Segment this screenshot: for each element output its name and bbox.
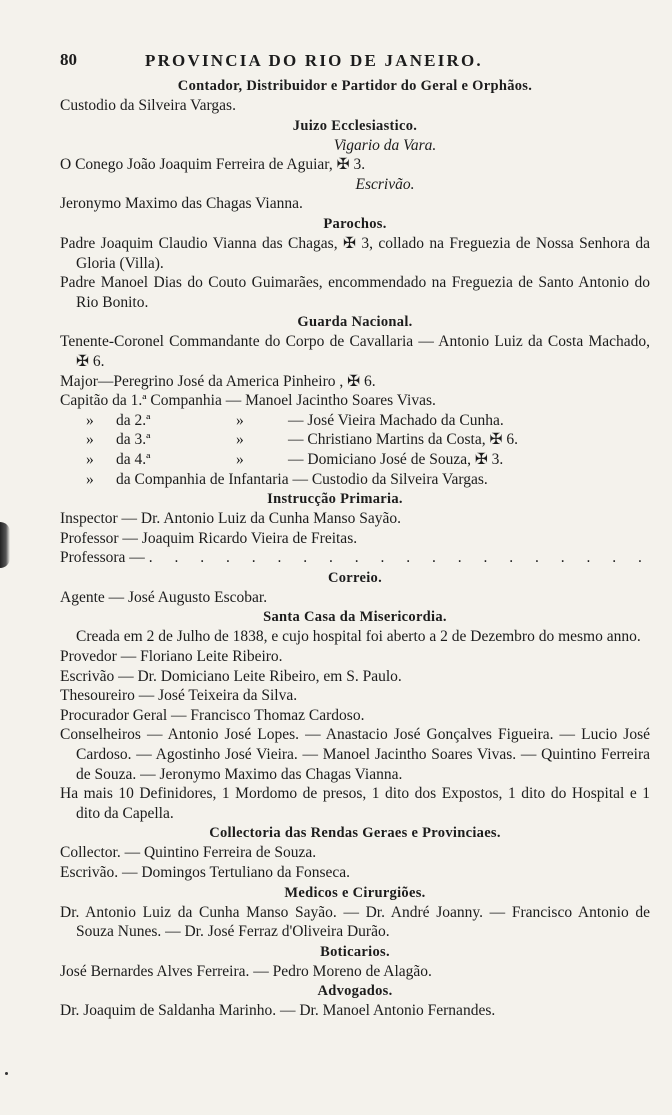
section-heading-advogados: Advogados. <box>317 983 393 1000</box>
professora-line <box>60 548 650 568</box>
vigario-line: O Conego João Joaquim Ferreira de Aguiar, ✠ 3. <box>60 156 366 174</box>
page-header <box>60 50 650 74</box>
company-label: da 2.ª <box>116 411 151 429</box>
definidores-paragraph: Ha mais 10 Definidores, 1 Mordomo de presos, 1 dito dos Expostos, 1 dito do Hospital e 1 dito da Capella. <box>60 785 650 822</box>
thesoureiro-line: Thesoureiro — José Teixeira da Silva. <box>60 687 298 705</box>
margin-binding-mark <box>0 522 10 568</box>
section-heading-contador: Contador, Distribuidor e Partidor do Geral e Orphãos. <box>177 78 533 94</box>
section-heading-boticarios: Boticarios. <box>320 943 390 960</box>
ditto-mark: » <box>86 450 94 468</box>
company-label: da 3.ª <box>116 431 151 449</box>
escrivao-line: Jeronymo Maximo das Chagas Vianna. <box>60 195 303 213</box>
conselheiros-paragraph: Conselheiros — Antonio José Lopes. — Anastacio José Gonçalves Figueira. — Lucio José Cardoso. — Agostinho José Vieira. — Manoel Jacintho Soares Vivas. — Quintino Ferreira de Souza. — Jeronymo Maximo das Chagas Vianna. <box>60 726 650 783</box>
ditto-mark: » <box>236 450 244 468</box>
company-captain: — Domiciano José de Souza, ✠ 3. <box>288 450 504 468</box>
contador-line: Custodio da Silveira Vargas. <box>60 97 236 114</box>
section-heading-guarda: Guarda Nacional. <box>297 314 413 331</box>
section-heading-santa-casa: Santa Casa da Misericordia. <box>263 609 447 626</box>
agente-line: Agente — José Augusto Escobar. <box>60 588 268 606</box>
section-heading-juizo: Juizo Ecclesiastico. <box>292 117 418 134</box>
guarda-company-row <box>60 411 650 431</box>
guarda-company-row <box>60 450 650 470</box>
guarda-capitao: Capitão da 1.ª Companhia — Manoel Jacintho Soares Vivas. <box>60 392 436 410</box>
provedor-line: Provedor — Floriano Leite Ribeiro. <box>60 648 283 666</box>
inspector-line: Inspector — Dr. Antonio Luiz da Cunha Manso Sayão. <box>60 510 401 528</box>
ditto-mark: » <box>86 411 94 429</box>
ditto-mark: » <box>236 431 244 449</box>
collectoria-escrivao-line: Escrivão. — Domingos Tertuliano da Fonseca. <box>60 864 351 881</box>
infantaria-line: da Companhia de Infantaria — Custodio da Silveira Vargas. <box>116 470 488 488</box>
parocho-entry: Padre Manoel Dias do Couto Guimarães, encommendado na Freguezia de Santo Antonio do Rio Bonito. <box>60 274 650 311</box>
escrivao-line: Escrivão — Dr. Domiciano Leite Ribeiro, em S. Paulo. <box>60 667 402 685</box>
page-number: 80 <box>60 50 77 69</box>
section-heading-parochos: Parochos. <box>323 215 387 232</box>
guarda-company-row <box>60 430 650 450</box>
parocho-entry: Padre Joaquim Claudio Vianna das Chagas, ✠ 3, collado na Freguezia de Nossa Senhora da Gloria (Villa). <box>60 234 650 272</box>
guarda-commandante: Tenente-Coronel Commandante do Corpo de Cavallaria — Antonio Luiz da Costa Machado, ✠ 6. <box>60 333 650 370</box>
section-heading-collectoria: Collectoria das Rendas Geraes e Provinciaes. <box>209 825 501 842</box>
section-heading-instrucao: Instrucção Primaria. <box>267 491 403 508</box>
subheading-escrivao: Escrivão. <box>355 175 415 193</box>
professor-line: Professor — Joaquim Ricardo Vieira de Freitas. <box>60 529 358 547</box>
advogados-line: Dr. Joaquim de Saldanha Marinho. — Dr. Manoel Antonio Fernandes. <box>60 1002 496 1020</box>
santa-casa-intro: Creada em 2 de Julho de 1838, e cujo hospital foi aberto a 2 de Dezembro do mesmo anno. <box>76 628 641 646</box>
running-title: PROVINCIA DO RIO DE JANEIRO. <box>145 51 483 70</box>
ditto-mark: » <box>86 470 94 488</box>
ditto-mark: » <box>86 431 94 449</box>
section-heading-correio: Correio. <box>327 569 383 586</box>
section-heading-medicos: Medicos e Cirurgiões. <box>284 884 426 901</box>
guarda-major: Major—Peregrino José da America Pinheiro , ✠ 6. <box>60 372 376 390</box>
company-label: da 4.ª <box>116 450 151 468</box>
medicos-paragraph: Dr. Antonio Luiz da Cunha Manso Sayão. — Dr. André Joanny. — Francisco Antonio de Souza Nunes. — Dr. José Ferraz d'Oliveira Durão. <box>60 903 650 941</box>
ditto-mark: » <box>236 411 244 429</box>
collector-line: Collector. — Quintino Ferreira de Souza. <box>60 844 317 862</box>
boticarios-line: José Bernardes Alves Ferreira. — Pedro Moreno de Alagão. <box>60 962 432 980</box>
ink-speck <box>5 1072 8 1075</box>
leader-dots: . . . . . . . . . . . . . . . . . . . . <box>148 549 651 567</box>
company-captain: — Christiano Martins da Costa, ✠ 6. <box>288 431 518 449</box>
subheading-vigario: Vigario da Vara. <box>333 136 437 154</box>
procurador-line: Procurador Geral — Francisco Thomaz Cardoso. <box>60 706 365 724</box>
company-captain: — José Vieira Machado da Cunha. <box>288 411 504 429</box>
guarda-infantaria-row <box>60 470 650 490</box>
professora-label: Professora — <box>60 549 145 567</box>
